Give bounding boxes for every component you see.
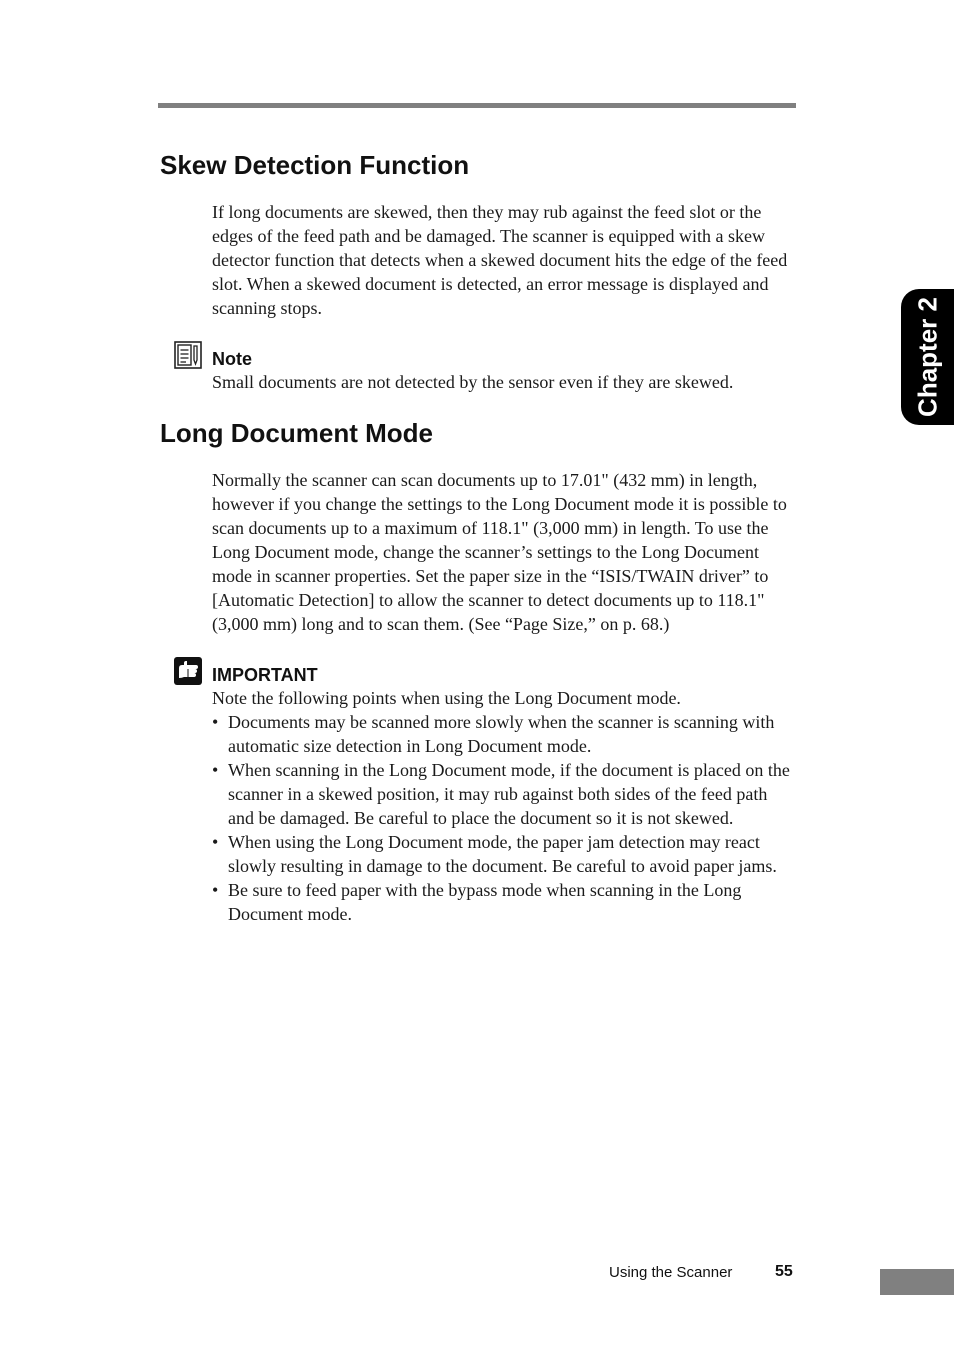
list-item <box>212 758 794 830</box>
header-rule <box>158 103 796 108</box>
list-item-text: Documents may be scanned more slowly when the scanner is scanning with automatic size detection in Long Document mode. <box>228 712 775 756</box>
note-icon <box>174 341 202 369</box>
list-item-text: When using the Long Document mode, the paper jam detection may react slowly resulting in damage to the document. Be careful to avoid paper jams. <box>228 832 777 876</box>
footer-section-title: Using the Scanner <box>609 1264 733 1281</box>
note-title: Note <box>212 349 252 369</box>
section-heading-long-document-mode: Long Document Mode <box>160 418 433 448</box>
important-bullet-list <box>212 710 794 926</box>
important-hand-icon <box>174 657 202 685</box>
list-item-text: Be sure to feed paper with the bypass mode when scanning in the Long Document mode. <box>228 880 742 924</box>
bullet-glyph: • <box>212 832 219 852</box>
important-intro: Note the following points when using the Long Document mode. <box>212 688 681 708</box>
list-item <box>212 878 794 926</box>
section-heading-skew-detection: Skew Detection Function <box>160 150 470 180</box>
skew-detection-paragraph: If long documents are skewed, then they may rub against the feed slot or the edges of the feed path and be damaged. The scanner is equipped with a skew detector function that detects when a skewed document hits the edge of the feed slot. When a skewed document is detected, an error message is displayed and scanning stops. <box>212 202 788 318</box>
page-number: 55 <box>775 1263 793 1280</box>
bullet-glyph: • <box>212 880 219 900</box>
note-body: Small documents are not detected by the sensor even if they are skewed. <box>212 372 734 392</box>
chapter-tab <box>901 289 954 425</box>
bullet-glyph: • <box>212 760 219 780</box>
list-item <box>212 830 794 878</box>
list-item-text: When scanning in the Long Document mode, if the document is placed on the scanner in a skewed position, it may rub against both sides of the feed path and be damaged. Be careful to place the document so it is not skewed. <box>228 760 790 828</box>
footer-bar <box>880 1269 954 1295</box>
important-title: IMPORTANT <box>212 665 318 685</box>
chapter-tab-label: Chapter 2 <box>912 297 942 417</box>
bullet-glyph: • <box>212 712 219 732</box>
list-item <box>212 710 794 758</box>
long-document-paragraph: Normally the scanner can scan documents up to 17.01" (432 mm) in length, however if you change the settings to the Long Document mode it is possible to scan documents up to a maximum of 118.1" (3,000 mm) in length. To use the Long Document mode, change the scanner’s settings to the Long Document mode in scanner properties. Set the paper size in the “ISIS/TWAIN driver” to [Automatic Detection] to allow the scanner to detect documents up to 118.1" (3,000 mm) long and to scan them. (See “Page Size,” on p. 68.) <box>212 470 787 634</box>
